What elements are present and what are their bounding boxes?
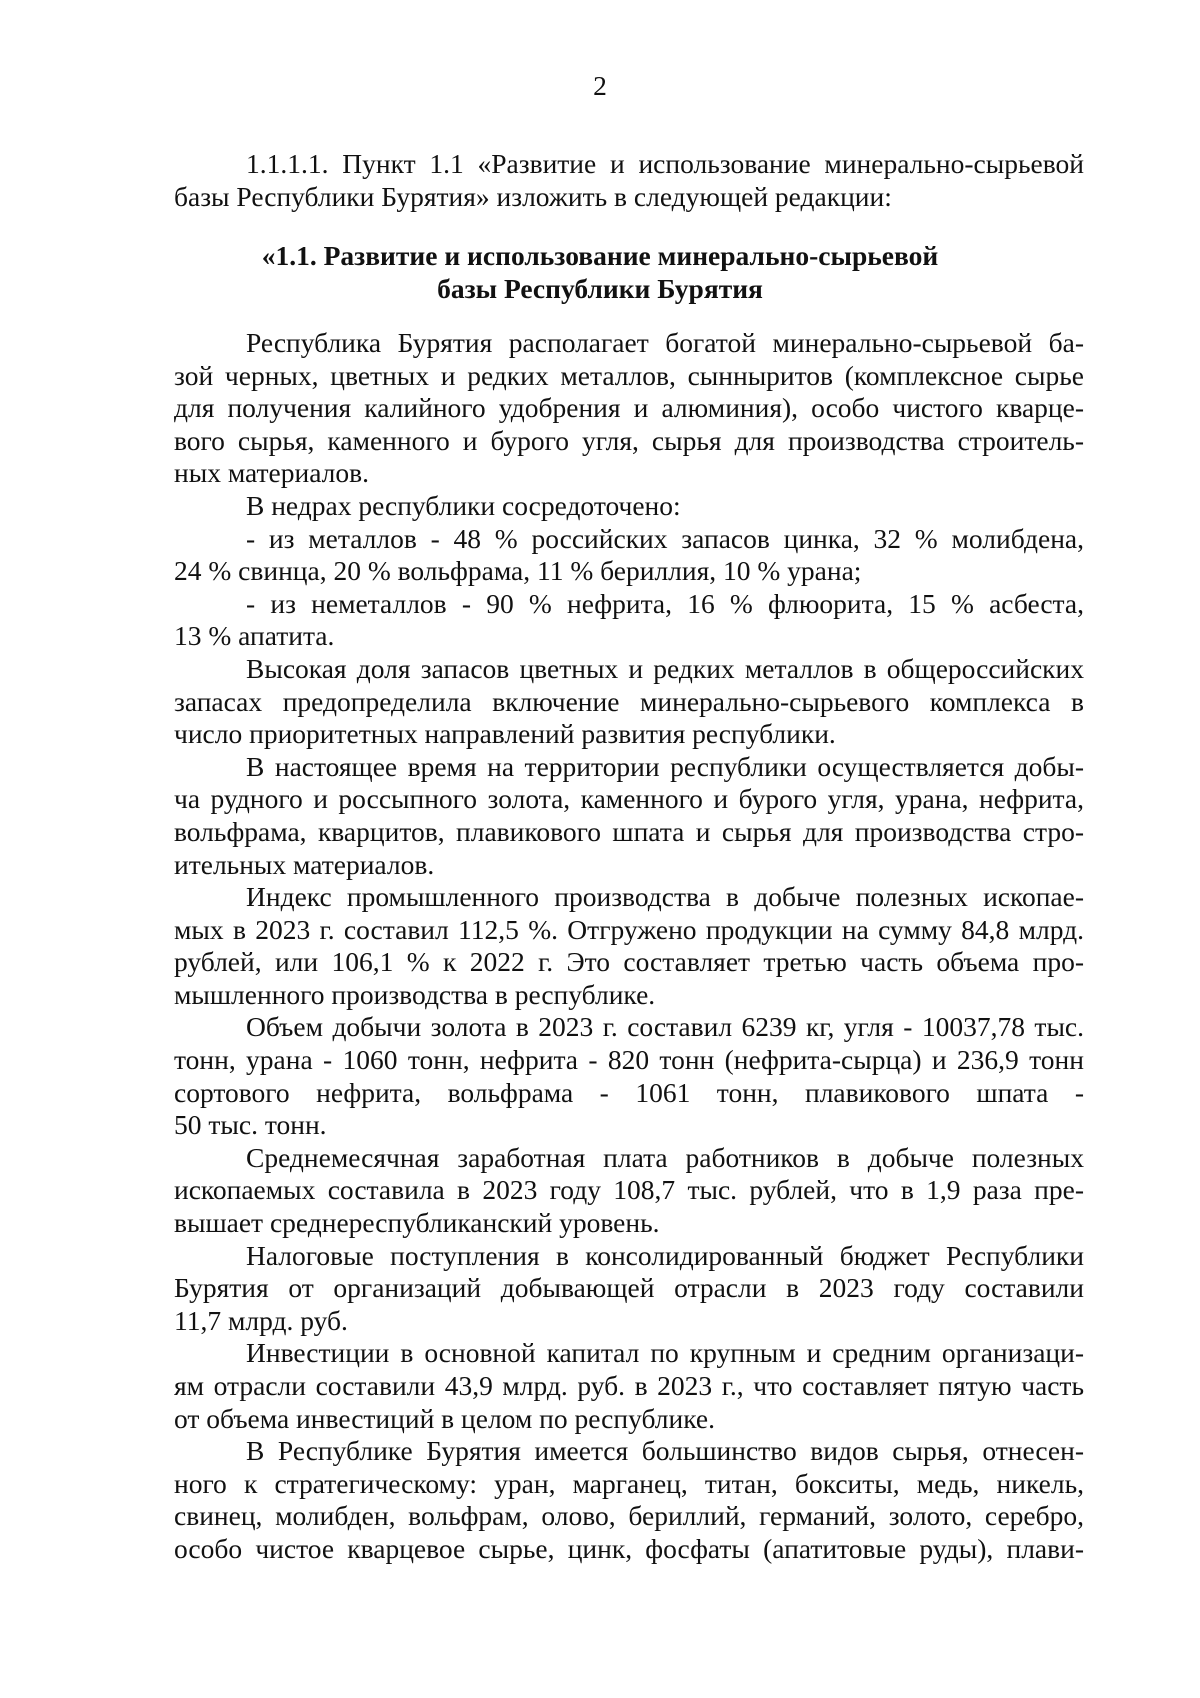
text-line: Объем добычи золота в 2023 г. составил 6239 кг, угля - 10037,78 тыс.: [246, 1011, 1084, 1043]
text-line: - из неметаллов - 90 % нефрита, 16 % флюорита, 15 % асбеста,: [246, 587, 1084, 619]
text-line: базы Республики Бурятия» изложить в следующей редакции:: [174, 180, 892, 212]
text-line: вого сырья, каменного и бурого угля, сырья для производства строитель-: [174, 424, 1084, 456]
text-line: вышает среднереспубликанский уровень.: [174, 1207, 660, 1239]
text-line: Налоговые поступления в консолидированный бюджет Республики: [246, 1239, 1084, 1271]
text-line: от объема инвестиций в целом по республике.: [174, 1402, 715, 1434]
text-line: ископаемых составила в 2023 году 108,7 тыс. рублей, что в 1,9 раза пре-: [174, 1174, 1084, 1206]
text-line: 50 тыс. тонн.: [174, 1109, 327, 1141]
body-text: [174, 327, 1084, 1566]
text-line: Республика Бурятия располагает богатой минерально-сырьевой ба-: [246, 327, 1084, 358]
heading-line: «1.1. Развитие и использование минерально-сырьевой: [261, 240, 939, 271]
text-line: свинец, молибден, вольфрам, олово, бериллий, германий, золото, серебро,: [174, 1500, 1084, 1532]
text-line: запасах предопределила включение минерально-сырьевого комплекса в: [174, 685, 1084, 717]
text-line: В недрах республики сосредоточено:: [246, 489, 681, 521]
section-heading: [0, 240, 1200, 305]
text-line: число приоритетных направлений развития республики.: [174, 718, 836, 750]
text-line: В Республике Бурятия имеется большинство видов сырья, отнесен-: [246, 1435, 1084, 1467]
text-line: мых в 2023 г. составил 112,5 %. Отгружено продукции на сумму 84,8 млрд.: [174, 913, 1084, 945]
text-line: для получения калийного удобрения и алюминия), особо чистого кварце-: [174, 392, 1084, 424]
text-line: зой черных, цветных и редких металлов, сынныритов (комплексное сырье: [174, 359, 1084, 391]
intro-paragraph: [174, 148, 1084, 213]
text-line: - из металлов - 48 % российских запасов цинка, 32 % молибдена,: [246, 522, 1084, 554]
text-line: Среднемесячная заработная плата работников в добыче полезных: [246, 1141, 1084, 1173]
text-line: сортового нефрита, вольфрама - 1061 тонн, плавикового шпата -: [174, 1076, 1084, 1108]
text-line: 24 % свинца, 20 % вольфрама, 11 % бериллия, 10 % урана;: [174, 555, 862, 587]
text-line: Инвестиции в основной капитал по крупным и средним организаци-: [246, 1337, 1084, 1369]
text-line: мышленного производства в республике.: [174, 978, 656, 1010]
text-line: В настоящее время на территории республики осуществляется добы-: [246, 750, 1084, 782]
text-line: ям отрасли составили 43,9 млрд. руб. в 2023 г., что составляет пятую часть: [174, 1370, 1084, 1401]
text-line: ча рудного и россыпного золота, каменного и бурого угля, урана, нефрита,: [174, 783, 1084, 815]
heading-line: базы Республики Бурятия: [437, 272, 763, 304]
text-line: Индекс промышленного производства в добыче полезных ископае-: [246, 881, 1084, 913]
page-number: 2: [593, 70, 607, 101]
text-line: особо чистое кварцевое сырье, цинк, фосфаты (апатитовые руды), плави-: [174, 1532, 1084, 1564]
text-line: тонн, урана - 1060 тонн, нефрита - 820 тонн (нефрита-сырца) и 236,9 тонн: [174, 1044, 1084, 1076]
text-line: вольфрама, кварцитов, плавикового шпата и сырья для производства стро-: [174, 815, 1084, 847]
text-line: рублей, или 106,1 % к 2022 г. Это составляет третью часть объема про-: [174, 946, 1084, 978]
text-line: 11,7 млрд. руб.: [174, 1304, 348, 1336]
text-line: 1.1.1.1. Пункт 1.1 «Развитие и использование минерально-сырьевой: [246, 148, 1084, 179]
text-line: ительных материалов.: [174, 848, 435, 880]
text-line: ных материалов.: [174, 457, 369, 489]
text-line: Высокая доля запасов цветных и редких металлов в общероссийских: [246, 652, 1084, 684]
text-line: ного к стратегическому: уран, марганец, титан, бокситы, медь, никель,: [174, 1467, 1084, 1499]
text-line: 13 % апатита.: [174, 620, 335, 652]
text-line: Бурятия от организаций добывающей отрасли в 2023 году составили: [174, 1272, 1084, 1304]
